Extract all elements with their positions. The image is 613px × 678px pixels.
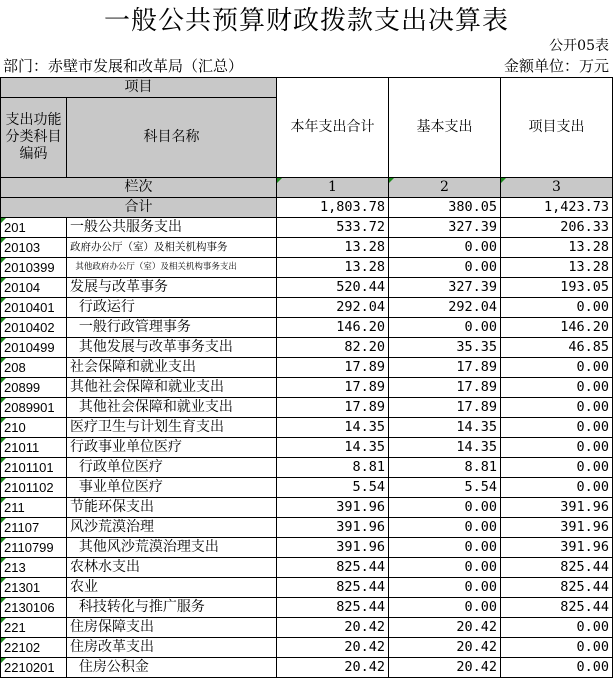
table-row — [1, 278, 613, 298]
row-basic: 0.00 — [389, 598, 501, 618]
table-row — [1, 398, 613, 418]
row-basic: 0.00 — [389, 498, 501, 518]
row-basic: 0.00 — [389, 238, 501, 258]
row-project: 0.00 — [501, 658, 613, 678]
row-name: 住房改革支出 — [67, 638, 277, 658]
table-row — [1, 498, 613, 518]
table-row — [1, 538, 613, 558]
row-code: 2101102 — [1, 478, 67, 498]
form-number: 公开05表 — [549, 38, 609, 54]
row-name: 行政运行 — [67, 298, 277, 318]
col-index-3: 3 — [501, 178, 613, 198]
row-project: 825.44 — [501, 598, 613, 618]
row-code: 221 — [1, 618, 67, 638]
row-name: 其他政府办公厅（室）及相关机构事务支出 — [67, 258, 277, 278]
row-name: 发展与改革事务 — [67, 278, 277, 298]
row-code: 2210201 — [1, 658, 67, 678]
row-code: 213 — [1, 558, 67, 578]
row-code: 21011 — [1, 438, 67, 458]
row-basic: 0.00 — [389, 578, 501, 598]
table-row — [1, 318, 613, 338]
row-code: 20104 — [1, 278, 67, 298]
row-basic: 14.35 — [389, 438, 501, 458]
expenditure-table — [0, 77, 613, 678]
row-code: 22102 — [1, 638, 67, 658]
row-index-label: 栏次 — [1, 178, 277, 198]
row-basic: 327.39 — [389, 218, 501, 238]
row-code: 2010401 — [1, 298, 67, 318]
row-basic: 8.81 — [389, 458, 501, 478]
header-total: 本年支出合计 — [277, 78, 389, 178]
row-total: 5.54 — [277, 478, 389, 498]
table-row — [1, 578, 613, 598]
row-name: 其他发展与改革事务支出 — [67, 338, 277, 358]
row-basic: 0.00 — [389, 558, 501, 578]
header-project-expense: 项目支出 — [501, 78, 613, 178]
header-project: 项目 — [1, 78, 277, 98]
row-project: 0.00 — [501, 618, 613, 638]
row-code: 20103 — [1, 238, 67, 258]
total-project: 1,423.73 — [501, 198, 613, 218]
row-total: 82.20 — [277, 338, 389, 358]
header-name: 科目名称 — [67, 98, 277, 178]
table-row — [1, 458, 613, 478]
table-row — [1, 638, 613, 658]
row-total: 8.81 — [277, 458, 389, 478]
row-basic: 0.00 — [389, 518, 501, 538]
row-project: 46.85 — [501, 338, 613, 358]
row-code: 2010499 — [1, 338, 67, 358]
table-row — [1, 218, 613, 238]
table-row — [1, 418, 613, 438]
total-basic: 380.05 — [389, 198, 501, 218]
row-name: 行政事业单位医疗 — [67, 438, 277, 458]
row-project: 391.96 — [501, 498, 613, 518]
header-code: 支出功能分类科目编码 — [1, 98, 67, 178]
row-project: 0.00 — [501, 358, 613, 378]
row-name: 住房公积金 — [67, 658, 277, 678]
row-total: 20.42 — [277, 638, 389, 658]
row-name: 住房保障支出 — [67, 618, 277, 638]
row-total: 20.42 — [277, 618, 389, 638]
row-name: 一般行政管理事务 — [67, 318, 277, 338]
row-name: 其他风沙荒漠治理支出 — [67, 538, 277, 558]
row-total: 825.44 — [277, 578, 389, 598]
row-basic: 14.35 — [389, 418, 501, 438]
row-basic: 5.54 — [389, 478, 501, 498]
row-code: 21301 — [1, 578, 67, 598]
row-name: 行政单位医疗 — [67, 458, 277, 478]
table-row — [1, 438, 613, 458]
row-code: 210 — [1, 418, 67, 438]
row-name: 农林水支出 — [67, 558, 277, 578]
row-basic: 17.89 — [389, 358, 501, 378]
row-name: 事业单位医疗 — [67, 478, 277, 498]
row-code: 20899 — [1, 378, 67, 398]
row-code: 201 — [1, 218, 67, 238]
row-basic: 35.35 — [389, 338, 501, 358]
row-code: 2101101 — [1, 458, 67, 478]
row-project: 146.20 — [501, 318, 613, 338]
row-project: 391.96 — [501, 538, 613, 558]
row-total: 391.96 — [277, 518, 389, 538]
report-title: 一般公共预算财政拨款支出决算表 — [103, 6, 509, 36]
row-total: 292.04 — [277, 298, 389, 318]
row-basic: 0.00 — [389, 538, 501, 558]
row-total: 520.44 — [277, 278, 389, 298]
row-project: 0.00 — [501, 378, 613, 398]
table-row — [1, 258, 613, 278]
row-code: 2010399 — [1, 258, 67, 278]
col-index-1: 1 — [277, 178, 389, 198]
header-basic: 基本支出 — [389, 78, 501, 178]
row-code: 2089901 — [1, 398, 67, 418]
row-project: 0.00 — [501, 398, 613, 418]
col-index-2: 2 — [389, 178, 501, 198]
row-code: 2010402 — [1, 318, 67, 338]
total-sum: 1,803.78 — [277, 198, 389, 218]
table-row — [1, 238, 613, 258]
row-total: 825.44 — [277, 598, 389, 618]
row-name: 风沙荒漠治理 — [67, 518, 277, 538]
row-total: 391.96 — [277, 538, 389, 558]
row-name: 其他社会保障和就业支出 — [67, 378, 277, 398]
row-name: 科技转化与推广服务 — [67, 598, 277, 618]
row-code: 2110799 — [1, 538, 67, 558]
row-project: 0.00 — [501, 298, 613, 318]
row-total: 13.28 — [277, 258, 389, 278]
table-row — [1, 338, 613, 358]
total-label: 合计 — [1, 198, 277, 218]
row-basic: 20.42 — [389, 638, 501, 658]
row-project: 13.28 — [501, 238, 613, 258]
unit-label: 金额单位：万元 — [503, 57, 609, 75]
row-total: 14.35 — [277, 418, 389, 438]
row-project: 0.00 — [501, 458, 613, 478]
row-total: 17.89 — [277, 358, 389, 378]
row-project: 0.00 — [501, 418, 613, 438]
table-row — [1, 658, 613, 678]
row-code: 2130106 — [1, 598, 67, 618]
table-row — [1, 378, 613, 398]
row-name: 节能环保支出 — [67, 498, 277, 518]
row-project: 0.00 — [501, 478, 613, 498]
row-name: 社会保障和就业支出 — [67, 358, 277, 378]
table-row — [1, 358, 613, 378]
row-code: 208 — [1, 358, 67, 378]
table-row — [1, 618, 613, 638]
row-total: 825.44 — [277, 558, 389, 578]
row-name: 农业 — [67, 578, 277, 598]
row-project: 391.96 — [501, 518, 613, 538]
row-total: 17.89 — [277, 398, 389, 418]
row-basic: 17.89 — [389, 398, 501, 418]
row-total: 14.35 — [277, 438, 389, 458]
table-row — [1, 598, 613, 618]
row-name: 其他社会保障和就业支出 — [67, 398, 277, 418]
row-total: 533.72 — [277, 218, 389, 238]
row-project: 0.00 — [501, 438, 613, 458]
row-project: 13.28 — [501, 258, 613, 278]
row-total: 17.89 — [277, 378, 389, 398]
row-basic: 20.42 — [389, 618, 501, 638]
row-basic: 17.89 — [389, 378, 501, 398]
row-name: 一般公共服务支出 — [67, 218, 277, 238]
row-name: 医疗卫生与计划生育支出 — [67, 418, 277, 438]
row-basic: 327.39 — [389, 278, 501, 298]
row-basic: 292.04 — [389, 298, 501, 318]
row-project: 825.44 — [501, 558, 613, 578]
table-row — [1, 558, 613, 578]
row-project: 206.33 — [501, 218, 613, 238]
row-total: 146.20 — [277, 318, 389, 338]
table-row — [1, 298, 613, 318]
row-project: 825.44 — [501, 578, 613, 598]
row-basic: 0.00 — [389, 258, 501, 278]
row-basic: 0.00 — [389, 318, 501, 338]
department-label: 部门：赤壁市发展和改革局（汇总） — [3, 57, 244, 75]
row-code: 211 — [1, 498, 67, 518]
row-code: 21107 — [1, 518, 67, 538]
row-project: 0.00 — [501, 638, 613, 658]
row-name: 政府办公厅（室）及相关机构事务 — [67, 238, 277, 258]
row-total: 391.96 — [277, 498, 389, 518]
row-total: 20.42 — [277, 658, 389, 678]
row-project: 193.05 — [501, 278, 613, 298]
row-total: 13.28 — [277, 238, 389, 258]
row-basic: 20.42 — [389, 658, 501, 678]
table-row — [1, 518, 613, 538]
table-row — [1, 478, 613, 498]
